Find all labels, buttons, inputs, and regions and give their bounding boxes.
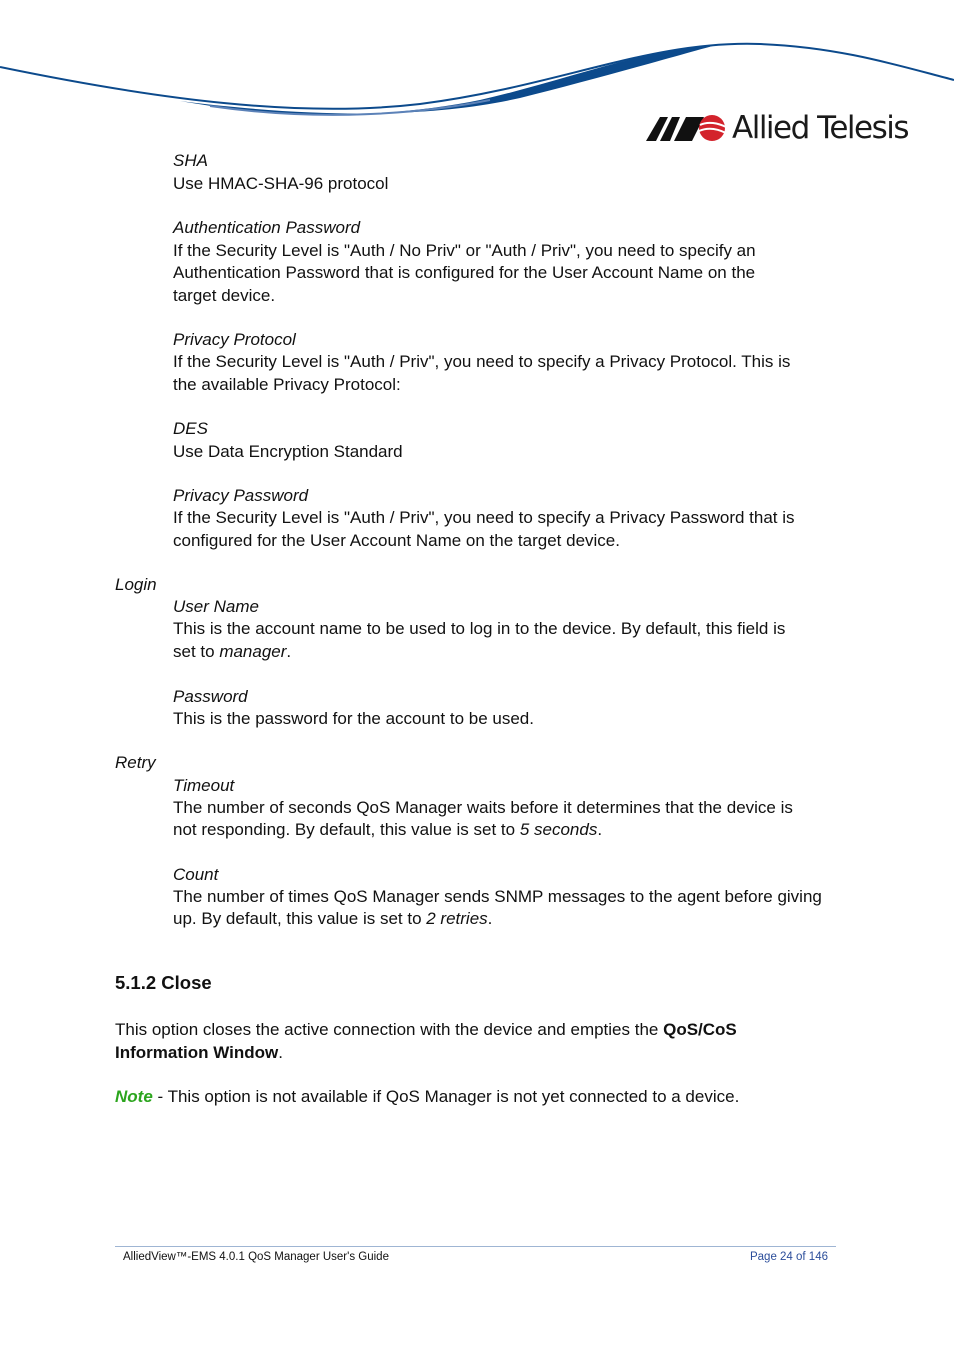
term-auth-password: Authentication Password <box>173 218 361 237</box>
term-sha: SHA <box>173 151 208 170</box>
section-heading: 5.1.2 Close <box>115 972 212 993</box>
term-user-name: User Name <box>173 597 259 616</box>
term-password: Password <box>173 687 248 706</box>
term-des: DES <box>173 419 208 438</box>
desc-password: This is the password for the account to be used. <box>173 709 534 728</box>
footer-page-number: Page 24 of 146 <box>749 1251 828 1263</box>
term-privacy-password: Privacy Password <box>173 486 309 505</box>
paragraph-line: The number of times QoS Manager sends SNMP messages to the agent before giving <box>173 887 822 906</box>
paragraph-line: Information Window. <box>115 1043 283 1062</box>
allied-telesis-logo <box>646 108 908 148</box>
term-login: Login <box>115 575 157 594</box>
paragraph-line: the available Privacy Protocol: <box>173 375 401 394</box>
footer-divider <box>115 1246 836 1247</box>
paragraph-line: Authentication Password that is configured for the User Account Name on the <box>173 263 756 282</box>
paragraph-line: up. By default, this value is set to 2 retries. <box>173 909 493 928</box>
paragraph-line: If the Security Level is "Auth / No Priv" or "Auth / Priv", you need to specify an <box>173 241 756 260</box>
term-timeout: Timeout <box>173 776 235 795</box>
paragraph-line: If the Security Level is "Auth / Priv", you need to specify a Privacy Password that is <box>173 508 795 527</box>
paragraph-line: set to manager. <box>173 642 292 661</box>
term-privacy-protocol: Privacy Protocol <box>173 330 296 349</box>
note-label: Note <box>115 1087 153 1106</box>
paragraph-line: This is the account name to be used to log in to the device. By default, this field is <box>173 619 786 638</box>
term-count: Count <box>173 865 219 884</box>
paragraph-line: This option closes the active connection with the device and empties the QoS/CoS <box>115 1020 737 1039</box>
paragraph-line: The number of seconds QoS Manager waits before it determines that the device is <box>173 798 793 817</box>
desc-des: Use Data Encryption Standard <box>173 442 403 461</box>
term-retry: Retry <box>115 753 156 772</box>
allied-telesis-logo-icon <box>646 111 728 145</box>
note: Note - This option is not available if QoS Manager is not yet connected to a device. <box>115 1087 740 1106</box>
paragraph-line: not responding. By default, this value is set to 5 seconds. <box>173 820 603 839</box>
desc-sha: Use HMAC-SHA-96 protocol <box>173 174 389 193</box>
paragraph-line: configured for the User Account Name on the target device. <box>173 531 620 550</box>
brand-name: Allied Telesis <box>732 110 908 146</box>
paragraph-line: If the Security Level is "Auth / Priv", you need to specify a Privacy Protocol. This is <box>173 352 791 371</box>
footer-doc-title: AlliedView™-EMS 4.0.1 QoS Manager User's Guide <box>123 1251 389 1263</box>
paragraph-line: target device. <box>173 286 276 305</box>
